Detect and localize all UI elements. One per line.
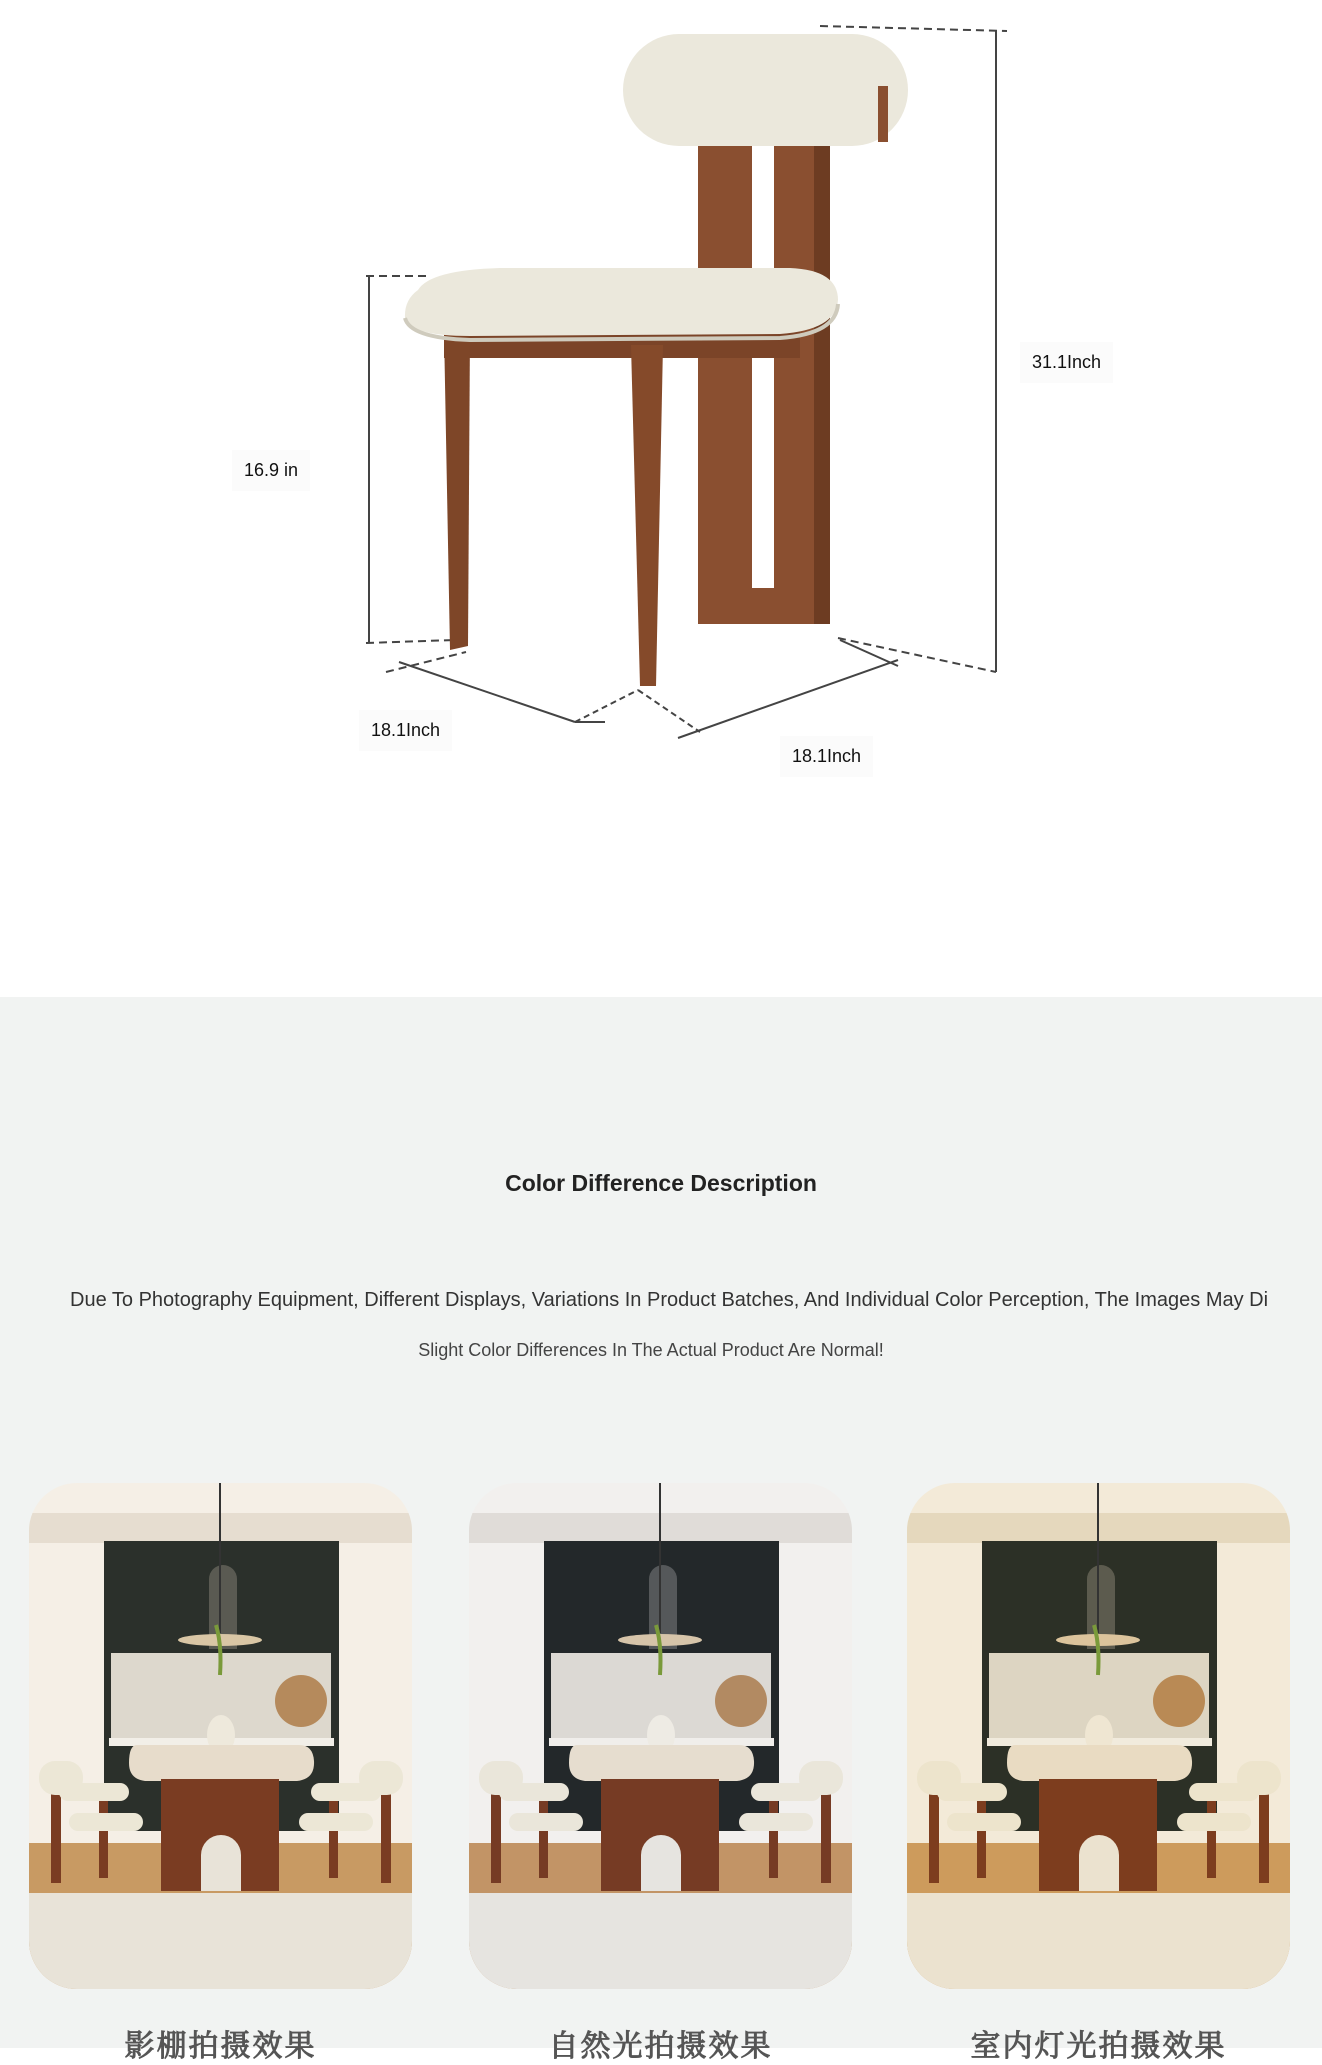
chair-leg-front-left [444, 330, 470, 650]
dimension-width-label: 18.1Inch [780, 736, 873, 777]
dimension-seat-height-label: 16.9 in [232, 450, 310, 491]
chair-back-slot [752, 138, 774, 588]
photo-natural-light [469, 1483, 852, 1989]
dimension-depth-label: 18.1Inch [359, 710, 452, 751]
photo-caption-studio: 影棚拍摄效果 [124, 2029, 317, 2064]
dimension-diagram [0, 0, 1322, 997]
section-heading: Color Difference Description [505, 1170, 817, 1196]
color-difference-section [0, 997, 1322, 2064]
photo-indoor-light [907, 1483, 1290, 1989]
backrest-cushion [623, 34, 908, 146]
chair-leg-front-right [631, 345, 663, 686]
color-difference-paragraph: Due To Photography Equipment, Different Displays, Variations In Product Batches, And Individual Color Perception, The Images May Di [70, 1289, 1269, 1311]
dimension-height-label: 31.1Inch [1020, 342, 1113, 383]
seat-cushion [405, 268, 838, 336]
chair-illustration [0, 0, 1322, 997]
photo-caption-natural-light: 自然光拍摄效果 [548, 2029, 773, 2064]
color-difference-note: Slight Color Differences In The Actual Product Are Normal! [418, 1340, 884, 1360]
photo-caption-indoor-light: 室内灯光拍摄效果 [970, 2029, 1227, 2064]
photo-studio [29, 1483, 412, 1989]
